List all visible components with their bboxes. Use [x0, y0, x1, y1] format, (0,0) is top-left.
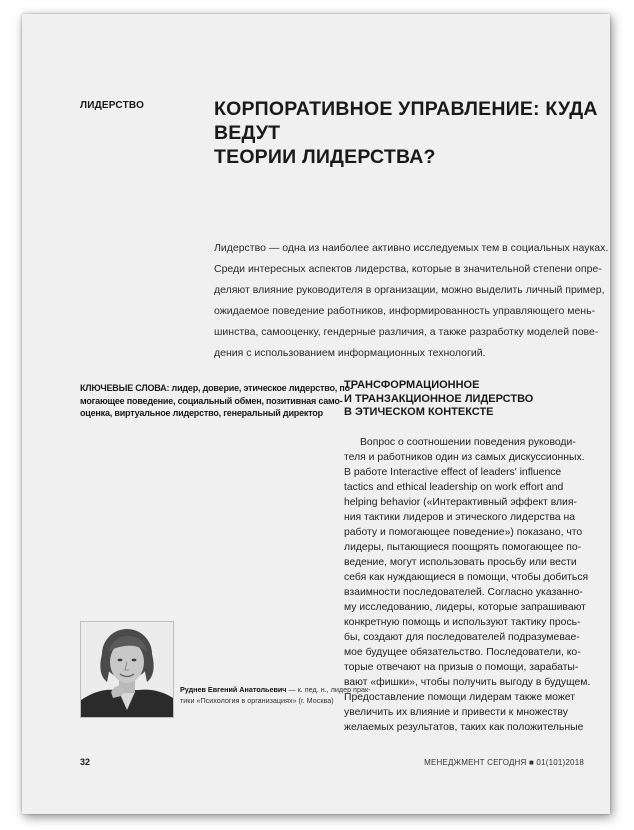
body-line: лидеры, пытающиеся поощрять помогающее по- — [344, 542, 582, 553]
body-line: ведение, могут использовать просьбу или вести — [344, 557, 577, 568]
lead-line: дения с использованием информационных технологий. — [214, 347, 486, 359]
author-photo — [80, 621, 174, 718]
body-line: ния тактики лидеров и этического лидерства на — [344, 512, 576, 523]
body-line: увеличить их влияние и привести к множеству — [344, 707, 568, 718]
magazine-footer — [424, 758, 584, 767]
lead-line: Среди интересных аспектов лидерства, которые в значительной степени опре- — [214, 263, 602, 275]
keywords-line: оценка, виртуальное лидерство, генеральный директор — [80, 408, 323, 418]
subheading-line: ТРАНСФОРМАЦИОННОЕ — [344, 379, 480, 391]
body-line: helping behavior («Интерактивный эффект влия- — [344, 497, 577, 508]
body-line: Предоставление помощи лидерам также может — [344, 692, 575, 703]
author-line-1 — [180, 684, 371, 695]
page-number: 32 — [80, 757, 91, 767]
subheading-line: И ТРАНЗАКЦИОННОЕ ЛИДЕРСТВО — [344, 392, 534, 405]
body-line: конкретную помощь и используют тактику прось- — [344, 617, 581, 628]
body-line: мое будущее обязательство. Последователи, ко- — [344, 647, 581, 658]
title-line-1: КОРПОРАТИВНОЕ УПРАВЛЕНИЕ: КУДА ВЕДУТ — [214, 98, 598, 144]
keywords-line: могающее поведение, социальный обмен, позитивная само- — [80, 395, 343, 406]
lead-line: деляют влияние руководителя в организации, можно выделить личный пример, — [214, 284, 605, 296]
body-line: вают «фишки», чтобы получить выгоду в будущем. — [344, 677, 591, 688]
body-line: работу и помогающее поведение») показано, что — [344, 527, 583, 538]
author-portrait-image — [81, 622, 173, 717]
lead-line: шинства, самооценку, гендерные различия, а также разработку моделей пове- — [214, 326, 599, 338]
body-line: желаемых результатов, таких как положительные — [344, 722, 584, 733]
section-subheading — [344, 379, 604, 420]
author-caption — [180, 684, 371, 706]
body-line: теля и работников один из самых дискуссионных. — [344, 452, 585, 463]
body-line: бы, создают для последователей подразумевае- — [344, 632, 580, 643]
author-name: Руднев Евгений Анатольевич — [180, 685, 287, 694]
subheading-line: В ЭТИЧЕСКОМ КОНТЕКСТЕ — [344, 406, 494, 418]
issue-number: 01(101)2018 — [534, 758, 584, 767]
section-label: ЛИДЕРСТВО — [80, 100, 145, 111]
body-line: му исследованию, лидеры, которые запрашивают — [344, 602, 586, 613]
body-column — [344, 435, 606, 735]
body-line: В работе Interactive effect of leaders' influence — [344, 467, 562, 478]
lead-paragraph — [214, 238, 609, 364]
body-line: торые отвечают на призыв о помощи, зарабаты- — [344, 662, 579, 673]
body-line: взаимности последователей. Согласно указанно- — [344, 587, 583, 598]
author-line-2: тики «Психология в организациях» (г. Москва) — [180, 696, 334, 705]
keywords-block — [80, 382, 353, 420]
magazine-page — [22, 14, 610, 814]
square-icon: ■ — [528, 758, 534, 767]
magazine-name: МЕНЕДЖМЕНТ СЕГОДНЯ — [424, 758, 527, 767]
body-line: Вопрос о соотношении поведения руководи- — [360, 437, 576, 448]
keywords-line: КЛЮЧЕВЫЕ СЛОВА: лидер, доверие, этическое лидерство, по- — [80, 383, 353, 393]
author-title: — к. пед. н., лидер прак- — [286, 685, 371, 694]
body-line: tactics and ethical leadership on work effort and — [344, 482, 564, 493]
article-title — [214, 97, 604, 169]
lead-line: ожидаемое поведение работников, информированность управляющего мень- — [214, 305, 596, 317]
title-line-2: ТЕОРИИ ЛИДЕРСТВА? — [214, 146, 436, 168]
lead-line: Лидерство — одна из наиболее активно исследуемых тем в социальных науках. — [214, 242, 609, 254]
body-line: себя как нуждающиеся в помощи, чтобы добиться — [344, 572, 589, 583]
